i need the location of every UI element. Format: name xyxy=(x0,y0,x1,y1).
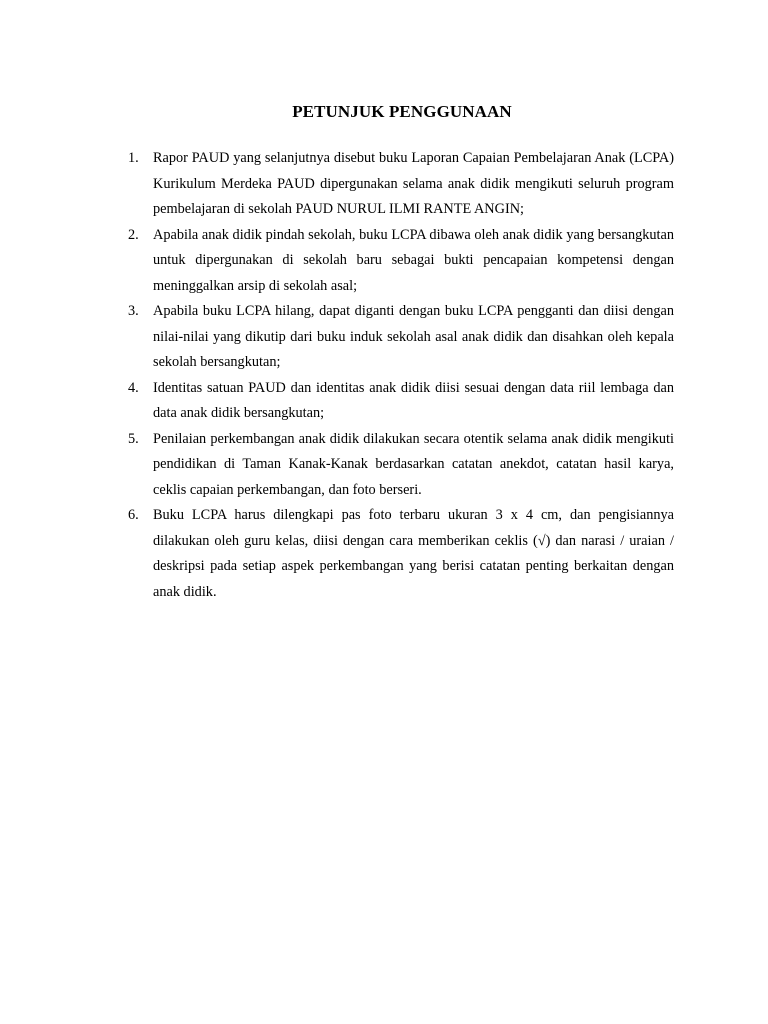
instruction-list xyxy=(128,146,674,605)
list-item xyxy=(128,376,674,427)
list-item xyxy=(128,299,674,376)
list-item xyxy=(128,223,674,300)
list-item-text: Apabila anak didik pindah sekolah, buku LCPA dibawa oleh anak didik yang bersangkutan untuk dipergunakan di sekolah baru sebagai bukti pencapaian kompetensi dengan meninggalkan arsip di sekolah asal; xyxy=(153,226,674,294)
list-item xyxy=(128,427,674,504)
list-item-number: 3. xyxy=(128,303,139,319)
list-item-number: 1. xyxy=(128,150,139,166)
list-item-number: 4. xyxy=(128,379,139,396)
list-item-number: 5. xyxy=(128,430,139,447)
list-item-text: Buku LCPA harus dilengkapi pas foto terbaru ukuran 3 x 4 cm, dan pengisiannya dilakukan oleh guru kelas, diisi dengan cara memberikan ceklis (√) dan narasi / uraian / deskripsi pada setiap aspek perkembangan yang berisi catatan penting berkaitan dengan anak didik. xyxy=(153,507,674,600)
list-item-number: 2. xyxy=(128,226,139,243)
list-item-text: Apabila buku LCPA hilang, dapat diganti dengan buku LCPA pengganti dan diisi dengan nilai-nilai yang dikutip dari buku induk sekolah asal anak didik dan disahkan oleh kepala sekolah bersangkutan; xyxy=(153,303,674,370)
list-item xyxy=(128,503,674,605)
list-item-text: Rapor PAUD yang selanjutnya disebut buku Laporan Capaian Pembelajaran Anak (LCPA) Kurikulum Merdeka PAUD dipergunakan selama anak didik mengikuti seluruh program pembelajaran di sekolah PAUD NURUL ILMI RANTE ANGIN; xyxy=(153,150,674,217)
list-item-text: Penilaian perkembangan anak didik dilakukan secara otentik selama anak didik mengikuti pendidikan di Taman Kanak-Kanak berdasarkan catatan anekdot, catatan hasil karya, ceklis capaian perkembangan, dan foto berseri. xyxy=(153,430,674,498)
list-item-number: 6. xyxy=(128,507,139,523)
list-item-text: Identitas satuan PAUD dan identitas anak didik diisi sesuai dengan data riil lembaga dan data anak didik bersangkutan; xyxy=(153,379,674,421)
list-item xyxy=(128,146,674,223)
page-title: PETUNJUK PENGGUNAAN xyxy=(292,102,512,121)
